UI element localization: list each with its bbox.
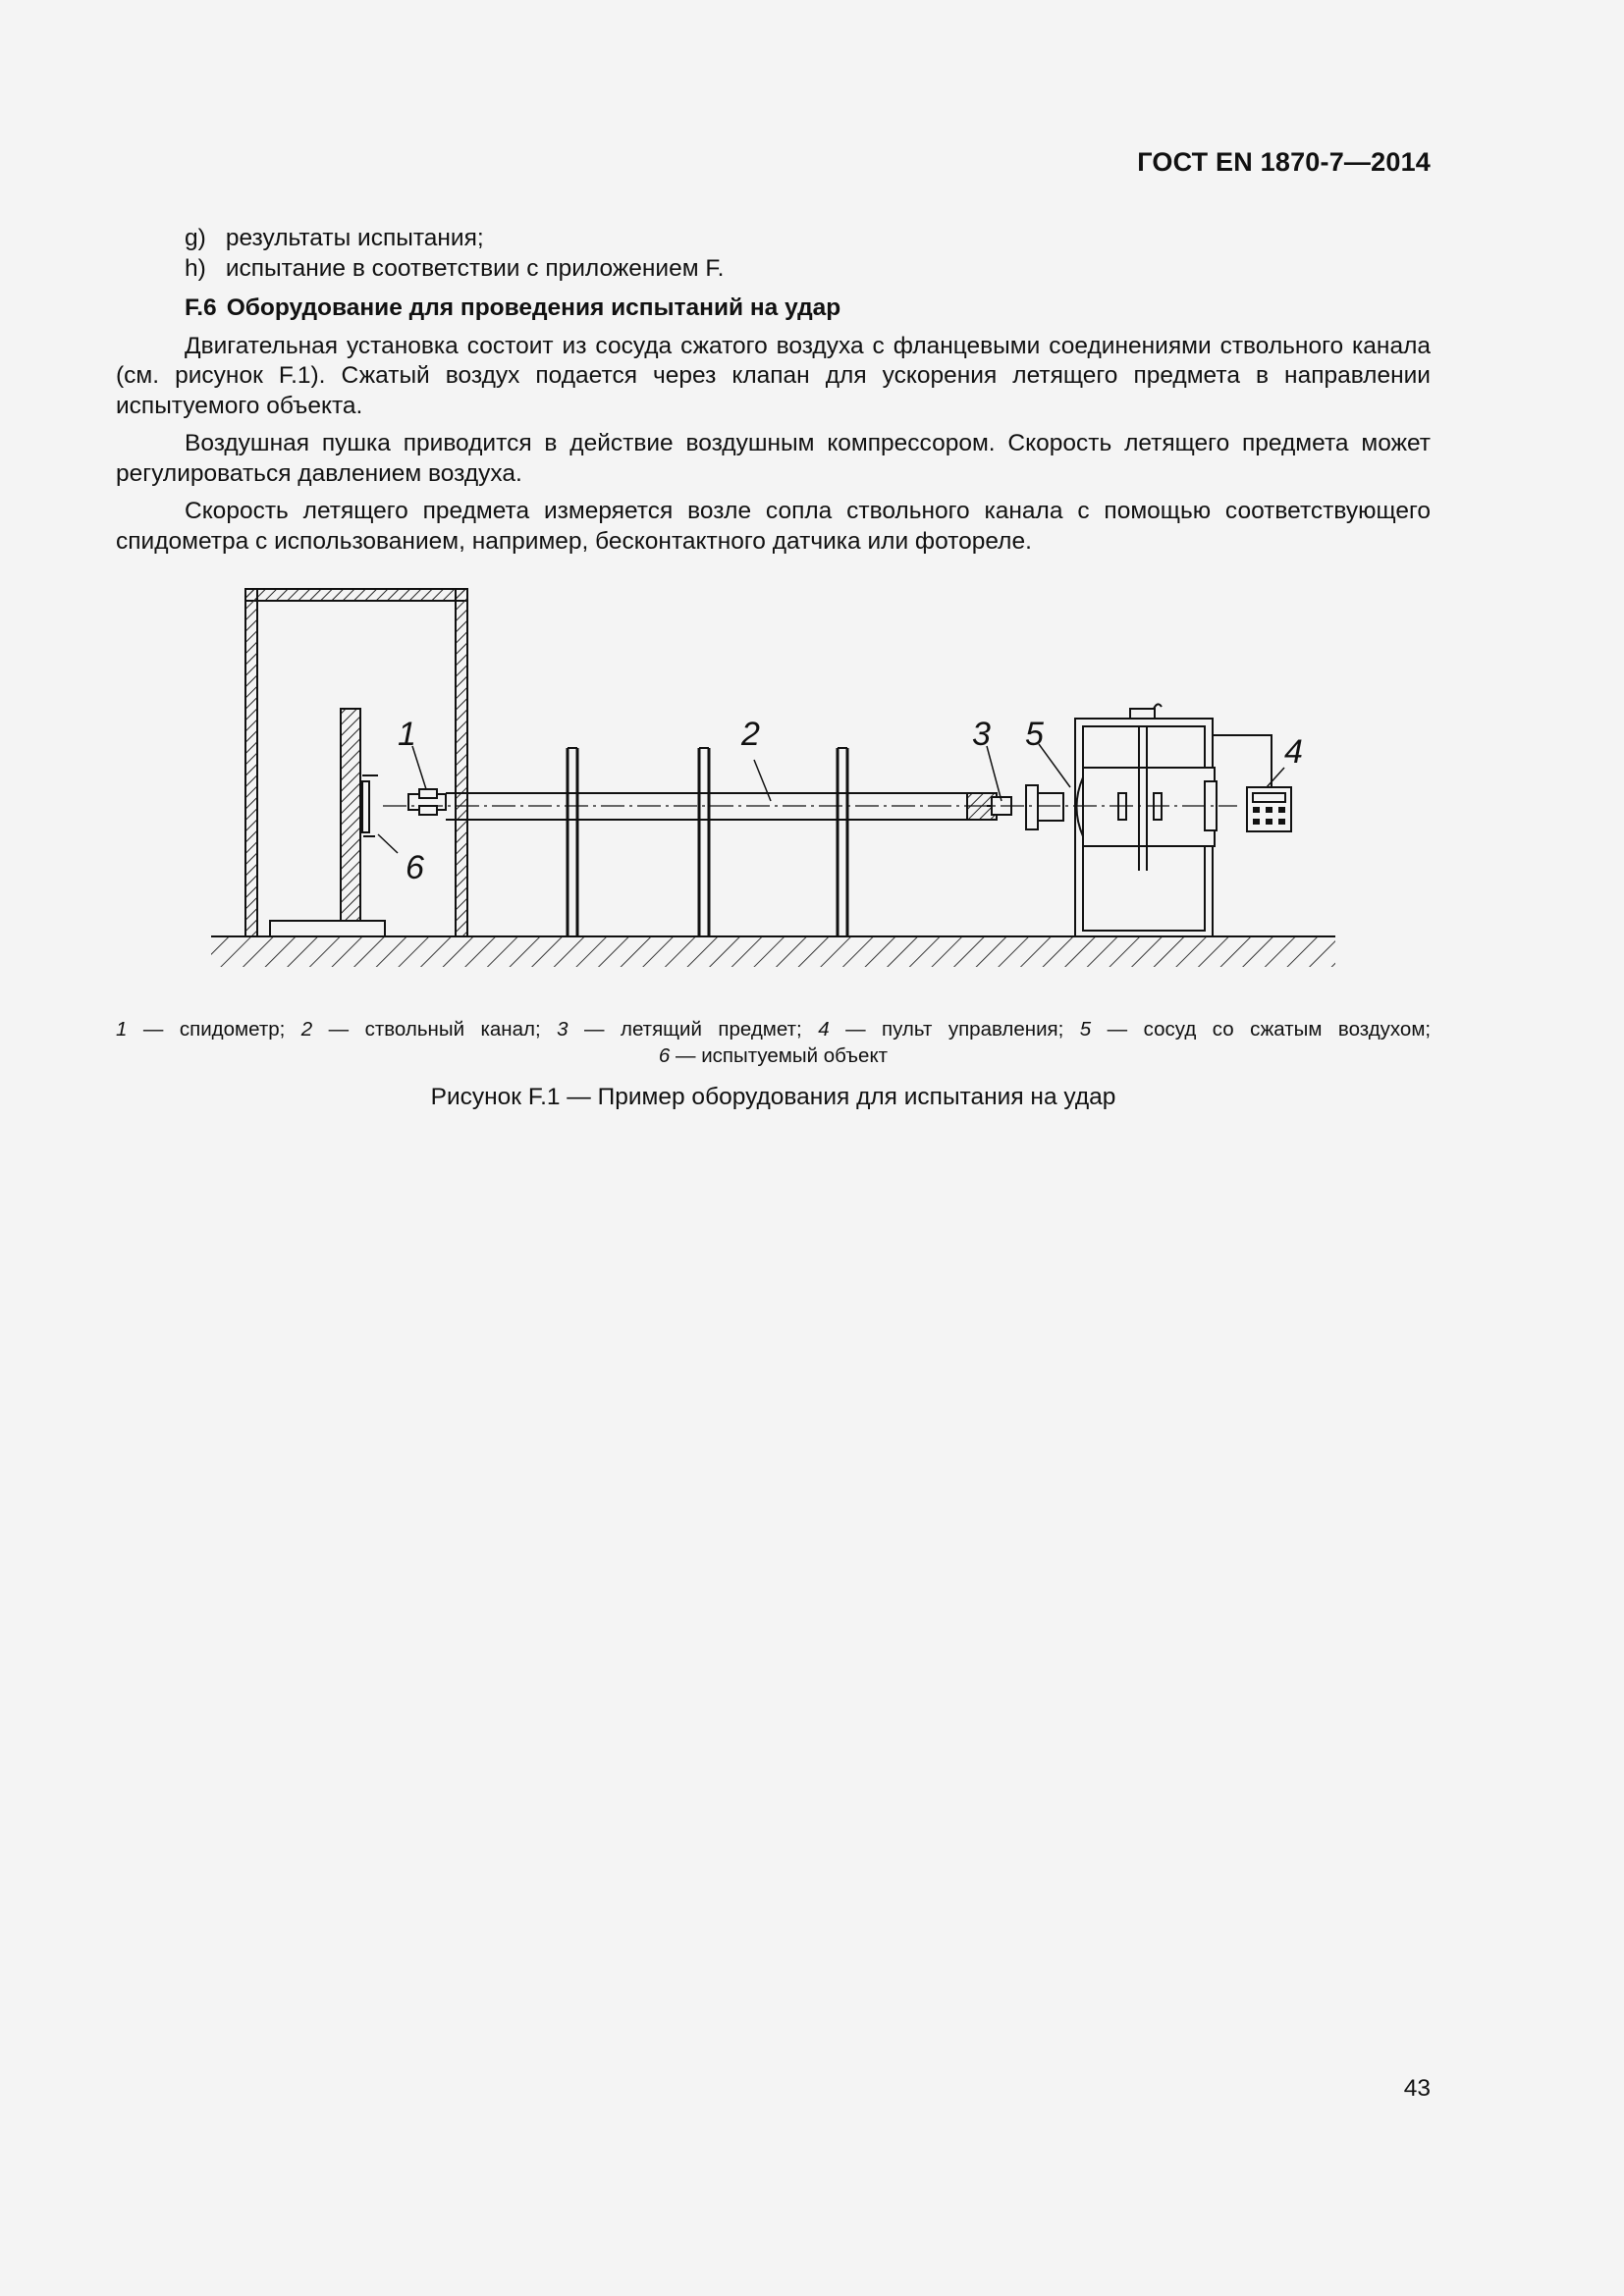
- list-item-text: испытание в соответствии с приложением F.: [225, 254, 725, 282]
- label-6: 6: [406, 849, 424, 886]
- legend-text-1: спидометр;: [179, 1018, 286, 1041]
- label-2: 2: [741, 716, 760, 753]
- air-vessel-box: [1083, 768, 1215, 846]
- flange: [1026, 785, 1038, 829]
- enclosure-roof: [245, 589, 467, 601]
- section-number: F.6: [185, 294, 217, 321]
- legend-dash: —: [845, 1018, 866, 1041]
- legend-num-3: 3: [557, 1018, 568, 1041]
- enclosure-left-wall: [245, 589, 257, 936]
- paragraph-1: Двигательная установка состоит из сосуда сжатого воздуха с фланцевыми соединениями ствольного канала (см. рисунок F.1). Сжатый воздух подается через клапан для ускорения летящего предмета в направлении испытуемого объекта.: [116, 332, 1431, 419]
- list-item-label: h): [185, 254, 206, 282]
- label-3: 3: [972, 716, 991, 753]
- legend-text-4: пульт управления;: [882, 1018, 1064, 1041]
- figure-legend: [116, 1016, 1431, 1069]
- impact-test-diagram: [206, 581, 1345, 984]
- legend-num-6: 6: [658, 1044, 671, 1067]
- list-item-text: результаты испытания;: [225, 225, 484, 251]
- legend-line-2: [116, 1042, 1431, 1069]
- page-number: 43: [1403, 2075, 1431, 2102]
- label-1: 1: [398, 716, 416, 753]
- list-item-label: g): [185, 225, 206, 251]
- control-wire: [1213, 735, 1272, 787]
- document-header: ГОСТ EN 1870-7—2014: [1137, 147, 1431, 177]
- figure-caption: Рисунок F.1 — Пример оборудования для испытания на удар: [430, 1084, 1116, 1110]
- legend-text-6: испытуемый объект: [701, 1044, 889, 1067]
- legend-dash: —: [1107, 1018, 1128, 1041]
- legend-text-5: сосуд со сжатым воздухом;: [1143, 1018, 1432, 1041]
- list-item-g: [116, 224, 1431, 254]
- air-vessel-top-fitting: [1130, 709, 1155, 719]
- test-object: [362, 781, 369, 832]
- test-object-stand: [341, 709, 360, 921]
- legend-line-1: [116, 1016, 1431, 1042]
- legend-num-5: 5: [1079, 1018, 1092, 1041]
- legend-text-2: ствольный канал;: [364, 1018, 541, 1041]
- enclosure-right-wall: [456, 589, 467, 936]
- label-5: 5: [1025, 716, 1044, 753]
- floor-hatch: [211, 937, 1335, 967]
- legend-num-2: 2: [300, 1018, 313, 1041]
- impact-test-figure: [206, 581, 1345, 984]
- label-4: 4: [1284, 733, 1303, 771]
- legend-dash: —: [676, 1044, 696, 1067]
- stand-base: [270, 921, 385, 936]
- paragraph-3: Скорость летящего предмета измеряется возле сопла ствольного канала с помощью соответствующего спидометра с использованием, например, бесконтактного датчика или фотореле.: [116, 498, 1431, 555]
- section-title: Оборудование для проведения испытаний на удар: [226, 294, 841, 321]
- list-item-h: [116, 254, 1431, 285]
- section-heading: [116, 294, 1431, 324]
- legend-dash: —: [328, 1018, 350, 1041]
- legend-num-4: 4: [818, 1018, 830, 1041]
- main-text: [116, 224, 1431, 557]
- legend-dash: —: [142, 1018, 164, 1041]
- legend-num-1: 1: [116, 1018, 128, 1041]
- legend-dash: —: [584, 1018, 605, 1041]
- legend-text-3: летящий предмет;: [621, 1018, 802, 1041]
- paragraph-2: Воздушная пушка приводится в действие воздушным компрессором. Скорость летящего предмета может регулироваться давлением воздуха.: [116, 430, 1431, 487]
